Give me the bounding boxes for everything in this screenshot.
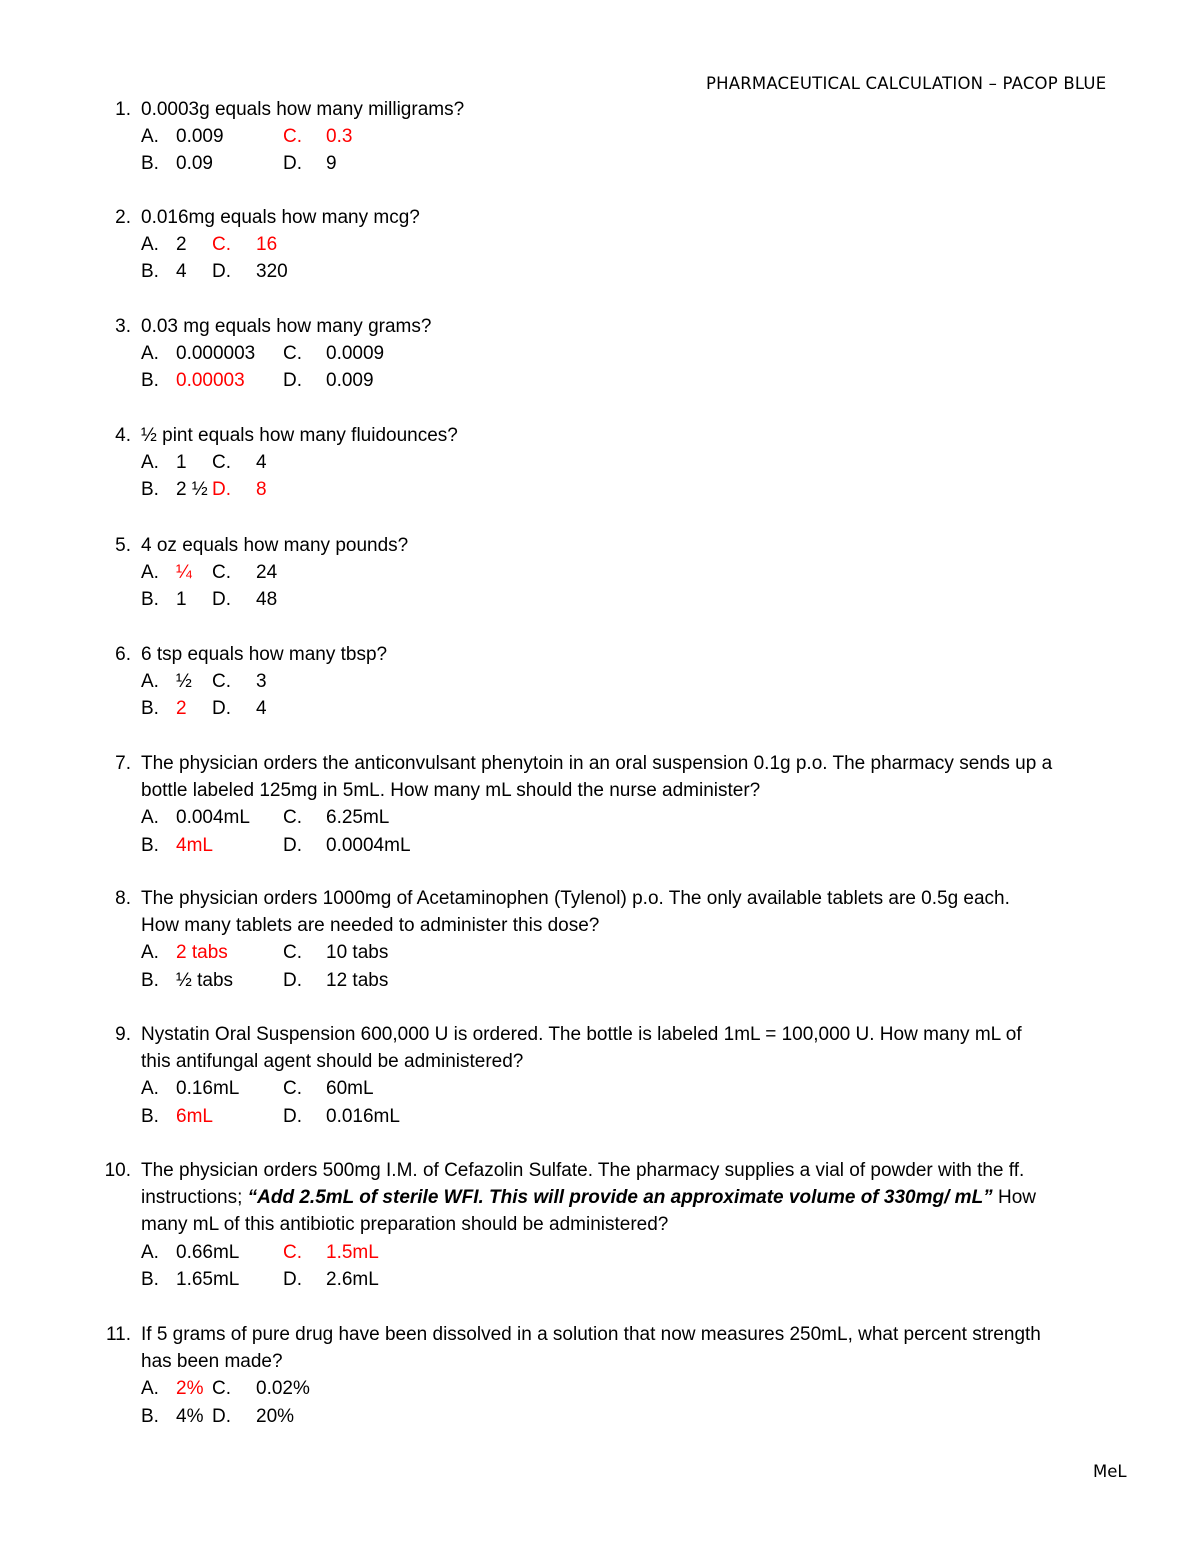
question-text: this antifungal agent should be administered? xyxy=(141,1051,524,1073)
instruction-quote: “Add 2.5mL of sterile WFI. This will provide an approximate volume of 330mg/ mL” xyxy=(247,1187,993,1209)
option-a-value: 2 xyxy=(176,234,187,256)
question-number: 6. xyxy=(115,644,131,665)
option-c-letter: C. xyxy=(283,1078,302,1100)
option-a-letter: A. xyxy=(141,1078,159,1100)
option-a-value: 0.000003 xyxy=(176,343,256,365)
option-b-letter: B. xyxy=(141,1405,159,1427)
option-b-value: 2 ½ xyxy=(176,479,208,501)
question-text: The physician orders 1000mg of Acetaminophen (Tylenol) p.o. The only available tablets are 0.5g each. xyxy=(141,888,1010,909)
question-text: If 5 grams of pure drug have been dissolved in a solution that now measures 250mL, what percent strength xyxy=(141,1324,1041,1345)
option-c-value: 6.25mL xyxy=(326,807,390,829)
option-a-letter: A. xyxy=(141,1241,159,1263)
question-text: 0.0003g equals how many milligrams? xyxy=(141,99,465,120)
question-text: The physician orders 500mg I.M. of Cefazolin Sulfate. The pharmacy supplies a vial of powder with the ff. xyxy=(141,1160,1025,1181)
option-a-letter: A. xyxy=(141,343,159,365)
option-c-letter: C. xyxy=(283,1241,302,1263)
question-text: The physician orders the anticonvulsant phenytoin in an oral suspension 0.1g p.o. The pharmacy sends up a xyxy=(141,753,1053,774)
option-c-letter: C. xyxy=(212,1378,231,1400)
option-b-value: 1.65mL xyxy=(176,1268,240,1290)
question-text: bottle labeled 125mg in 5mL. How many mL should the nurse administer? xyxy=(141,780,761,802)
question-1 xyxy=(0,96,1200,178)
option-c-value: 60mL xyxy=(326,1078,374,1100)
option-d-letter: D. xyxy=(283,834,302,856)
option-a-value: 0.009 xyxy=(176,126,224,148)
option-a-value: 0.004mL xyxy=(176,807,250,829)
option-c-value: 0.02% xyxy=(256,1378,310,1400)
option-d-value: 0.0004mL xyxy=(326,834,411,856)
option-a-letter: A. xyxy=(141,942,159,964)
option-c-letter: C. xyxy=(283,126,302,148)
option-a-value: ½ xyxy=(176,671,192,693)
option-d-value: 0.009 xyxy=(326,370,374,392)
question-number: 2. xyxy=(115,207,131,228)
option-c-value: 3 xyxy=(256,671,267,693)
question-2 xyxy=(0,204,1200,286)
option-b-value: 2 xyxy=(176,698,187,720)
question-number: 5. xyxy=(115,535,131,556)
option-a-value: 2% xyxy=(176,1378,204,1400)
option-b-letter: B. xyxy=(141,698,159,720)
option-c-letter: C. xyxy=(212,671,231,693)
option-d-value: 20% xyxy=(256,1405,295,1427)
option-d-value: 2.6mL xyxy=(326,1268,379,1290)
question-number: 1. xyxy=(115,99,131,120)
question-number: 10. xyxy=(104,1160,131,1181)
option-d-value: 12 tabs xyxy=(326,969,389,991)
option-c-value: 0.3 xyxy=(326,126,353,148)
option-b-value: 1 xyxy=(176,589,187,611)
option-c-letter: C. xyxy=(283,807,302,829)
option-c-value: 24 xyxy=(256,562,278,584)
option-a-value: 0.66mL xyxy=(176,1241,240,1263)
question-4 xyxy=(0,422,1200,504)
option-a-value: 2 tabs xyxy=(176,942,228,964)
question-5 xyxy=(0,532,1200,614)
question-text: Nystatin Oral Suspension 600,000 U is ordered. The bottle is labeled 1mL = 100,000 U. How many mL of xyxy=(141,1024,1022,1045)
question-text: many mL of this antibiotic preparation should be administered? xyxy=(141,1214,669,1236)
question-text: 0.016mg equals how many mcg? xyxy=(141,207,420,228)
option-b-value: 0.09 xyxy=(176,153,213,175)
question-text: 4 oz equals how many pounds? xyxy=(141,535,409,556)
question-11 xyxy=(0,1321,1200,1430)
option-a-letter: A. xyxy=(141,807,159,829)
option-b-letter: B. xyxy=(141,1268,159,1290)
option-b-value: 4% xyxy=(176,1405,204,1427)
option-b-letter: B. xyxy=(141,261,159,283)
option-d-letter: D. xyxy=(283,370,302,392)
question-number: 4. xyxy=(115,425,131,446)
option-c-value: 10 tabs xyxy=(326,942,389,964)
option-a-value: ¼ xyxy=(176,562,192,584)
question-text: ½ pint equals how many fluidounces? xyxy=(141,425,458,446)
option-c-value: 1.5mL xyxy=(326,1241,379,1263)
option-a-letter: A. xyxy=(141,1378,159,1400)
question-number: 9. xyxy=(115,1024,131,1045)
option-b-value: 4mL xyxy=(176,834,213,856)
option-a-value: 1 xyxy=(176,452,187,474)
question-number: 11. xyxy=(105,1324,131,1345)
question-text: 6 tsp equals how many tbsp? xyxy=(141,644,388,665)
option-a-letter: A. xyxy=(141,452,159,474)
question-text: 0.03 mg equals how many grams? xyxy=(141,316,432,337)
option-c-value: 4 xyxy=(256,452,267,474)
option-b-value: 6mL xyxy=(176,1105,213,1127)
option-c-value: 16 xyxy=(256,234,278,256)
option-c-letter: C. xyxy=(212,234,231,256)
option-d-letter: D. xyxy=(283,1268,302,1290)
option-d-letter: D. xyxy=(212,589,231,611)
option-d-letter: D. xyxy=(212,698,231,720)
question-number: 8. xyxy=(115,888,131,909)
option-d-letter: D. xyxy=(212,1405,231,1427)
option-b-value: ½ tabs xyxy=(176,969,234,991)
page-footer: MeL xyxy=(1093,1462,1127,1481)
option-d-letter: D. xyxy=(212,261,231,283)
question-10 xyxy=(0,1157,1200,1293)
option-a-letter: A. xyxy=(141,234,159,256)
option-d-letter: D. xyxy=(212,479,231,501)
option-c-value: 0.0009 xyxy=(326,343,385,365)
option-b-letter: B. xyxy=(141,1105,159,1127)
question-3 xyxy=(0,313,1200,395)
option-a-letter: A. xyxy=(141,562,159,584)
option-d-value: 8 xyxy=(256,479,267,501)
option-a-letter: A. xyxy=(141,126,159,148)
question-number: 7. xyxy=(115,753,131,774)
option-c-letter: C. xyxy=(212,452,231,474)
option-d-letter: D. xyxy=(283,1105,302,1127)
option-d-letter: D. xyxy=(283,969,302,991)
option-d-value: 320 xyxy=(256,261,288,283)
option-b-letter: B. xyxy=(141,153,159,175)
question-6 xyxy=(0,641,1200,723)
question-text: instructions; xyxy=(141,1187,248,1209)
question-text: has been made? xyxy=(141,1351,283,1373)
option-b-value: 0.00003 xyxy=(176,370,245,392)
option-d-value: 48 xyxy=(256,589,278,611)
question-8 xyxy=(0,885,1200,994)
option-b-letter: B. xyxy=(141,589,159,611)
option-b-letter: B. xyxy=(141,834,159,856)
option-a-letter: A. xyxy=(141,671,159,693)
question-9 xyxy=(0,1021,1200,1130)
option-b-letter: B. xyxy=(141,370,159,392)
question-text: How xyxy=(992,1187,1036,1209)
page-header: PHARMACEUTICAL CALCULATION – PACOP BLUE xyxy=(706,74,1107,93)
option-c-letter: C. xyxy=(283,942,302,964)
option-b-value: 4 xyxy=(176,261,187,283)
option-c-letter: C. xyxy=(212,562,231,584)
option-d-letter: D. xyxy=(283,153,302,175)
option-d-value: 4 xyxy=(256,698,267,720)
question-number: 3. xyxy=(115,316,131,337)
option-c-letter: C. xyxy=(283,343,302,365)
option-d-value: 9 xyxy=(326,153,337,175)
question-7 xyxy=(0,750,1200,859)
option-d-value: 0.016mL xyxy=(326,1105,400,1127)
option-a-value: 0.16mL xyxy=(176,1078,240,1100)
option-b-letter: B. xyxy=(141,969,159,991)
option-b-letter: B. xyxy=(141,479,159,501)
question-text: How many tablets are needed to administer this dose? xyxy=(141,915,600,937)
